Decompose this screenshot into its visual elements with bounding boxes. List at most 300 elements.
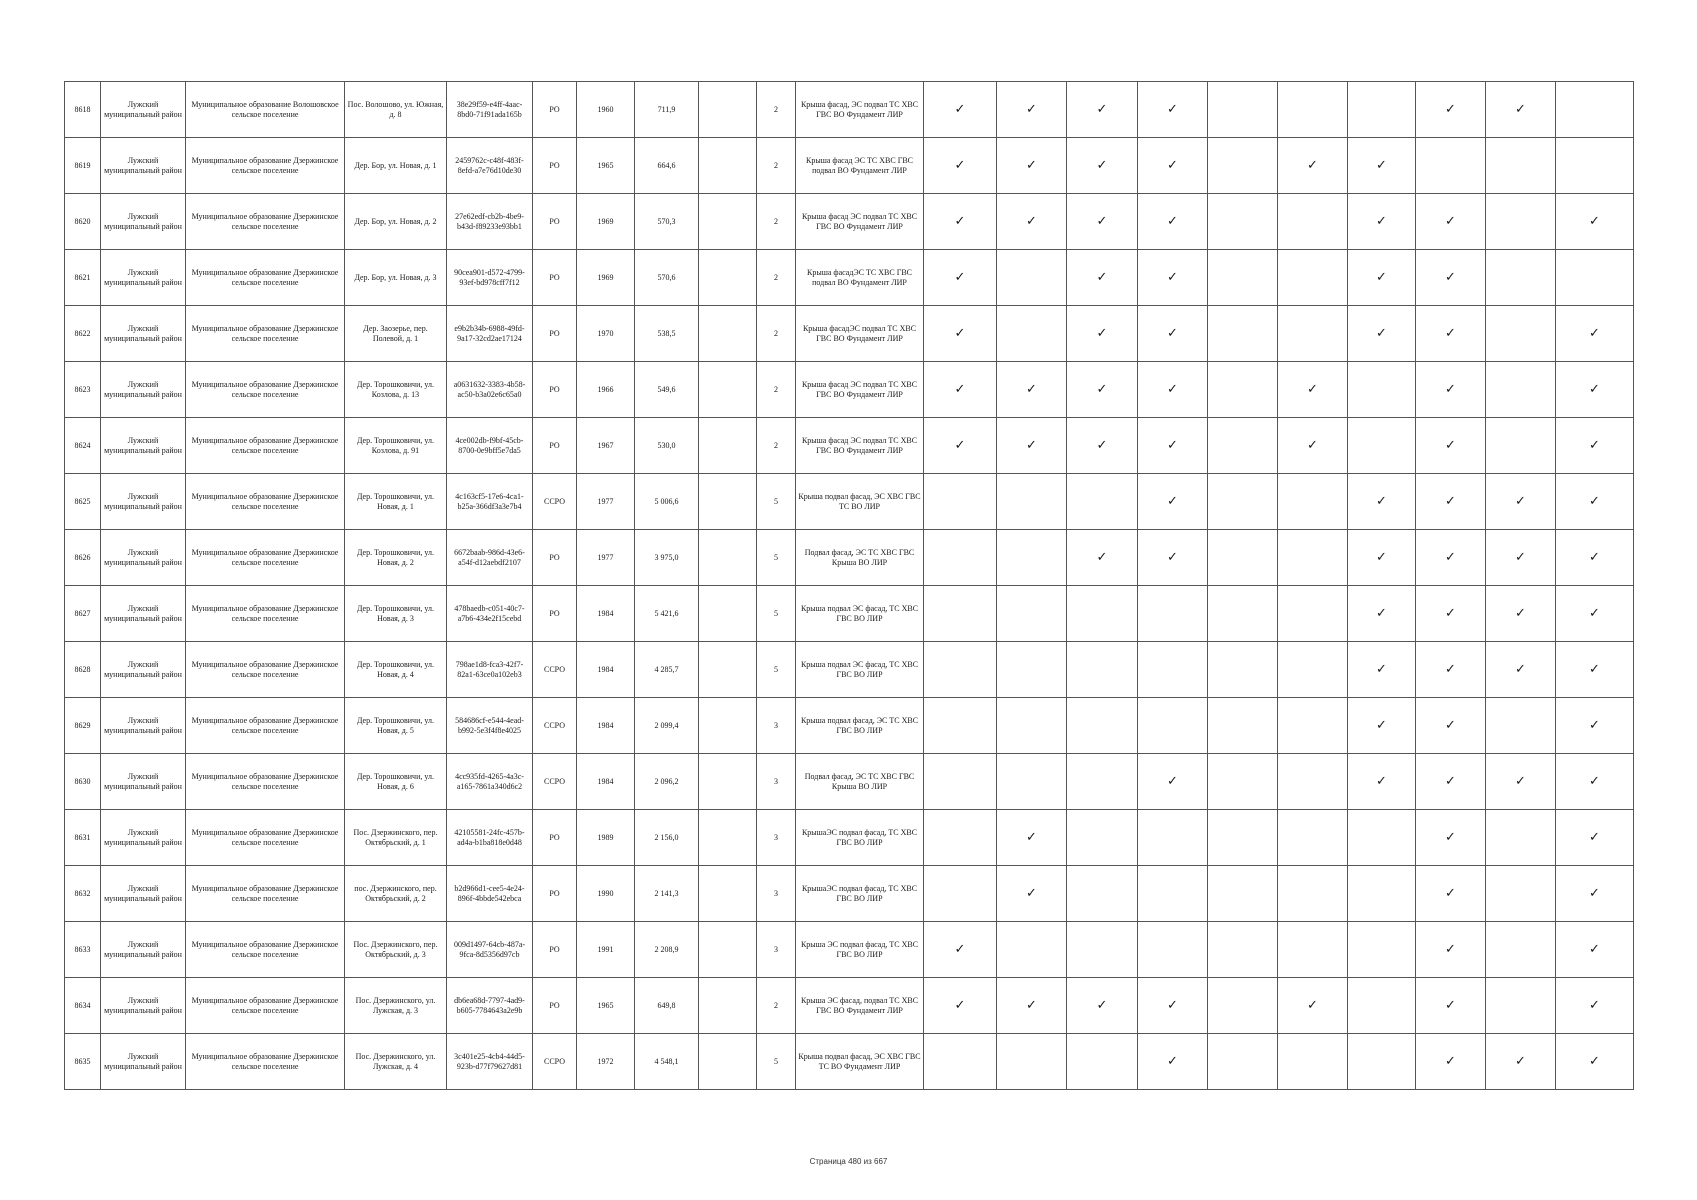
checkmark-icon: ✓ (1589, 661, 1600, 677)
work-check-cell (1067, 82, 1138, 138)
year-built-cell: 1984 (577, 698, 635, 754)
work-check-cell (1138, 586, 1208, 642)
work-check-cell (924, 810, 997, 866)
year-built-cell: 1984 (577, 586, 635, 642)
checkmark-icon: ✓ (1376, 773, 1387, 789)
municipality-cell: Муниципальное образование Дзержинское сельское поселение (186, 1034, 345, 1090)
municipality-cell: Муниципальное образование Дзержинское сельское поселение (186, 698, 345, 754)
floors-cell: 5 (757, 1034, 796, 1090)
area-cell: 2 156,0 (635, 810, 699, 866)
checkmark-icon: ✓ (1589, 213, 1600, 229)
checkmark-icon: ✓ (1589, 997, 1600, 1013)
work-check-cell (1208, 194, 1278, 250)
checkmark-icon: ✓ (1376, 213, 1387, 229)
area-cell: 2 099,4 (635, 698, 699, 754)
empty-cell (699, 530, 757, 586)
work-check-cell (924, 138, 997, 194)
table-row (65, 418, 1634, 474)
work-check-cell (924, 194, 997, 250)
empty-cell (699, 698, 757, 754)
works-list-cell: Крыша фасад ЭС подвал ТС ХВС ГВС ВО Фундамент ЛИР (796, 194, 924, 250)
municipality-cell: Муниципальное образование Дзержинское сельское поселение (186, 530, 345, 586)
works-list-cell: Крыша фасад ЭС подвал ТС ХВС ГВС ВО Фундамент ЛИР (796, 418, 924, 474)
year-built-cell: 1967 (577, 418, 635, 474)
district-cell: Лужский муниципальный район (101, 698, 186, 754)
year-built-cell: 1970 (577, 306, 635, 362)
checkmark-icon: ✓ (1445, 101, 1456, 117)
work-check-cell (1556, 1034, 1634, 1090)
floors-cell: 5 (757, 642, 796, 698)
work-check-cell (924, 586, 997, 642)
checkmark-icon: ✓ (1026, 437, 1037, 453)
fund-method-cell: РО (533, 138, 577, 194)
checkmark-icon: ✓ (1096, 157, 1108, 173)
fund-method-cell: РО (533, 530, 577, 586)
works-list-cell: Крыша подвал фасад, ЭС ТС ХВС ГВС ВО ЛИР (796, 698, 924, 754)
work-check-cell (1416, 474, 1486, 530)
work-check-cell (997, 978, 1067, 1034)
work-check-cell (997, 530, 1067, 586)
work-check-cell (1348, 1034, 1416, 1090)
work-check-cell (1278, 194, 1348, 250)
work-check-cell (1138, 250, 1208, 306)
row-number-cell: 8626 (65, 530, 101, 586)
guid-cell: a0631632-3383-4b58-ac50-b3a02e6c65a0 (447, 362, 533, 418)
checkmark-icon: ✓ (1096, 381, 1108, 397)
checkmark-icon: ✓ (1445, 997, 1456, 1013)
work-check-cell (1138, 1034, 1208, 1090)
fund-method-cell: РО (533, 362, 577, 418)
guid-cell: 4ce002db-f9bf-45cb-8700-0e9bff5e7da5 (447, 418, 533, 474)
register-body (65, 82, 1634, 1090)
work-check-cell (1067, 1034, 1138, 1090)
work-check-cell (924, 698, 997, 754)
checkmark-icon: ✓ (1589, 773, 1600, 789)
empty-cell (699, 754, 757, 810)
floors-cell: 2 (757, 306, 796, 362)
work-check-cell (1486, 194, 1556, 250)
checkmark-icon: ✓ (1589, 549, 1600, 565)
work-check-cell (1278, 474, 1348, 530)
checkmark-icon: ✓ (1026, 101, 1037, 117)
checkmark-icon: ✓ (1589, 829, 1600, 845)
checkmark-icon: ✓ (1376, 661, 1387, 677)
checkmark-icon: ✓ (1167, 101, 1178, 117)
work-check-cell (1416, 922, 1486, 978)
work-check-cell (1556, 250, 1634, 306)
work-check-cell (1556, 306, 1634, 362)
work-check-cell (1208, 866, 1278, 922)
table-row (65, 82, 1634, 138)
work-check-cell (997, 586, 1067, 642)
work-check-cell (1067, 418, 1138, 474)
work-check-cell (997, 1034, 1067, 1090)
work-check-cell (1416, 754, 1486, 810)
floors-cell: 2 (757, 362, 796, 418)
district-cell: Лужский муниципальный район (101, 362, 186, 418)
work-check-cell (1067, 250, 1138, 306)
work-check-cell (997, 138, 1067, 194)
work-check-cell (1208, 362, 1278, 418)
fund-method-cell: РО (533, 250, 577, 306)
municipality-cell: Муниципальное образование Дзержинское сельское поселение (186, 306, 345, 362)
table-row (65, 922, 1634, 978)
address-cell: Дер. Бор, ул. Новая, д. 3 (345, 250, 447, 306)
checkmark-icon: ✓ (954, 437, 966, 453)
floors-cell: 3 (757, 922, 796, 978)
checkmark-icon: ✓ (1376, 717, 1387, 733)
housing-register-table (64, 81, 1634, 1090)
works-list-cell: Крыша подвал ЭС фасад, ТС ХВС ГВС ВО ЛИР (796, 642, 924, 698)
work-check-cell (1556, 866, 1634, 922)
fund-method-cell: РО (533, 306, 577, 362)
work-check-cell (1556, 754, 1634, 810)
work-check-cell (924, 474, 997, 530)
checkmark-icon: ✓ (1515, 493, 1526, 509)
work-check-cell (1486, 530, 1556, 586)
year-built-cell: 1969 (577, 194, 635, 250)
fund-method-cell: РО (533, 82, 577, 138)
work-check-cell (1278, 642, 1348, 698)
municipality-cell: Муниципальное образование Дзержинское сельское поселение (186, 362, 345, 418)
row-number-cell: 8629 (65, 698, 101, 754)
table-row (65, 250, 1634, 306)
empty-cell (699, 138, 757, 194)
municipality-cell: Муниципальное образование Дзержинское сельское поселение (186, 922, 345, 978)
checkmark-icon: ✓ (1376, 325, 1387, 341)
works-list-cell: КрышаЭС подвал фасад, ТС ХВС ГВС ВО ЛИР (796, 810, 924, 866)
work-check-cell (1208, 698, 1278, 754)
address-cell: Дер. Бор, ул. Новая, д. 2 (345, 194, 447, 250)
work-check-cell (1416, 978, 1486, 1034)
row-number-cell: 8623 (65, 362, 101, 418)
guid-cell: 6672baab-986d-43e6-a54f-d12aebdf2107 (447, 530, 533, 586)
works-list-cell: Крыша подвал фасад, ЭС ХВС ГВС ТС ВО Фундамент ЛИР (796, 1034, 924, 1090)
work-check-cell (924, 978, 997, 1034)
work-check-cell (1416, 250, 1486, 306)
work-check-cell (1348, 306, 1416, 362)
address-cell: Дер. Торошковичи, ул. Козлова, д. 91 (345, 418, 447, 474)
work-check-cell (1416, 810, 1486, 866)
work-check-cell (1348, 250, 1416, 306)
year-built-cell: 1984 (577, 642, 635, 698)
address-cell: Пос. Дзержинского, ул. Лужская, д. 4 (345, 1034, 447, 1090)
work-check-cell (1138, 530, 1208, 586)
floors-cell: 2 (757, 138, 796, 194)
work-check-cell (1208, 586, 1278, 642)
work-check-cell (1556, 194, 1634, 250)
guid-cell: 42105581-24fc-457b-ad4a-b1ba818e0d48 (447, 810, 533, 866)
checkmark-icon: ✓ (1589, 493, 1600, 509)
area-cell: 2 096,2 (635, 754, 699, 810)
area-cell: 5 006,6 (635, 474, 699, 530)
work-check-cell (1208, 810, 1278, 866)
work-check-cell (1067, 138, 1138, 194)
work-check-cell (1278, 250, 1348, 306)
floors-cell: 2 (757, 250, 796, 306)
works-list-cell: Крыша ЭС подвал фасад, ТС ХВС ГВС ВО ЛИР (796, 922, 924, 978)
work-check-cell (1208, 82, 1278, 138)
work-check-cell (997, 306, 1067, 362)
municipality-cell: Муниципальное образование Дзержинское сельское поселение (186, 194, 345, 250)
work-check-cell (997, 362, 1067, 418)
year-built-cell: 1990 (577, 866, 635, 922)
checkmark-icon: ✓ (954, 997, 966, 1013)
work-check-cell (1067, 306, 1138, 362)
checkmark-icon: ✓ (1167, 437, 1178, 453)
fund-method-cell: РО (533, 586, 577, 642)
empty-cell (699, 474, 757, 530)
work-check-cell (1348, 418, 1416, 474)
municipality-cell: Муниципальное образование Дзержинское сельское поселение (186, 586, 345, 642)
year-built-cell: 1960 (577, 82, 635, 138)
checkmark-icon: ✓ (1445, 941, 1456, 957)
work-check-cell (1208, 250, 1278, 306)
work-check-cell (1138, 194, 1208, 250)
work-check-cell (924, 306, 997, 362)
work-check-cell (1208, 754, 1278, 810)
empty-cell (699, 250, 757, 306)
address-cell: Пос. Волошово, ул. Южная, д. 8 (345, 82, 447, 138)
work-check-cell (1348, 978, 1416, 1034)
table-row (65, 810, 1634, 866)
municipality-cell: Муниципальное образование Дзержинское сельское поселение (186, 418, 345, 474)
fund-method-cell: РО (533, 194, 577, 250)
district-cell: Лужский муниципальный район (101, 1034, 186, 1090)
work-check-cell (1138, 474, 1208, 530)
work-check-cell (1348, 922, 1416, 978)
checkmark-icon: ✓ (1026, 997, 1037, 1013)
municipality-cell: Муниципальное образование Дзержинское сельское поселение (186, 810, 345, 866)
work-check-cell (1416, 418, 1486, 474)
district-cell: Лужский муниципальный район (101, 586, 186, 642)
work-check-cell (1278, 530, 1348, 586)
table-row (65, 474, 1634, 530)
work-check-cell (1278, 978, 1348, 1034)
empty-cell (699, 810, 757, 866)
floors-cell: 2 (757, 978, 796, 1034)
row-number-cell: 8628 (65, 642, 101, 698)
district-cell: Лужский муниципальный район (101, 810, 186, 866)
checkmark-icon: ✓ (954, 157, 966, 173)
guid-cell: b2d966d1-cee5-4e24-896f-4bbde542ebca (447, 866, 533, 922)
work-check-cell (1486, 362, 1556, 418)
year-built-cell: 1969 (577, 250, 635, 306)
table-row (65, 754, 1634, 810)
guid-cell: 4c163cf5-17e6-4ca1-b25a-366df3a3e7b4 (447, 474, 533, 530)
work-check-cell (1556, 138, 1634, 194)
work-check-cell (1486, 586, 1556, 642)
checkmark-icon: ✓ (1589, 941, 1600, 957)
checkmark-icon: ✓ (1167, 549, 1178, 565)
row-number-cell: 8633 (65, 922, 101, 978)
work-check-cell (997, 194, 1067, 250)
work-check-cell (924, 1034, 997, 1090)
address-cell: Пос. Дзержинского, пер. Октябрьский, д. 3 (345, 922, 447, 978)
checkmark-icon: ✓ (1167, 213, 1178, 229)
work-check-cell (924, 250, 997, 306)
checkmark-icon: ✓ (1307, 381, 1318, 397)
area-cell: 664,6 (635, 138, 699, 194)
checkmark-icon: ✓ (1376, 269, 1387, 285)
address-cell: Дер. Заозерье, пер. Полевой, д. 1 (345, 306, 447, 362)
work-check-cell (1067, 810, 1138, 866)
work-check-cell (1278, 866, 1348, 922)
work-check-cell (924, 754, 997, 810)
checkmark-icon: ✓ (1589, 381, 1600, 397)
work-check-cell (997, 922, 1067, 978)
municipality-cell: Муниципальное образование Дзержинское сельское поселение (186, 978, 345, 1034)
work-check-cell (1556, 586, 1634, 642)
works-list-cell: Крыша фасадЭС подвал ТС ХВС ГВС ВО Фундамент ЛИР (796, 306, 924, 362)
works-list-cell: Крыша фасад ЭС подвал ТС ХВС ГВС ВО Фундамент ЛИР (796, 362, 924, 418)
district-cell: Лужский муниципальный район (101, 306, 186, 362)
checkmark-icon: ✓ (1445, 213, 1456, 229)
district-cell: Лужский муниципальный район (101, 474, 186, 530)
empty-cell (699, 362, 757, 418)
work-check-cell (1486, 250, 1556, 306)
checkmark-icon: ✓ (1445, 717, 1456, 733)
work-check-cell (1416, 82, 1486, 138)
work-check-cell (924, 82, 997, 138)
work-check-cell (1416, 530, 1486, 586)
fund-method-cell: РО (533, 810, 577, 866)
row-number-cell: 8625 (65, 474, 101, 530)
checkmark-icon: ✓ (954, 941, 966, 957)
work-check-cell (1138, 418, 1208, 474)
checkmark-icon: ✓ (1167, 381, 1178, 397)
work-check-cell (1067, 698, 1138, 754)
work-check-cell (924, 866, 997, 922)
table-row (65, 642, 1634, 698)
works-list-cell: Подвал фасад, ЭС ТС ХВС ГВС Крыша ВО ЛИР (796, 530, 924, 586)
work-check-cell (1416, 138, 1486, 194)
empty-cell (699, 418, 757, 474)
work-check-cell (1416, 1034, 1486, 1090)
checkmark-icon: ✓ (954, 269, 966, 285)
year-built-cell: 1991 (577, 922, 635, 978)
work-check-cell (1486, 418, 1556, 474)
work-check-cell (1486, 698, 1556, 754)
work-check-cell (1556, 530, 1634, 586)
work-check-cell (1416, 194, 1486, 250)
checkmark-icon: ✓ (1096, 101, 1108, 117)
checkmark-icon: ✓ (1376, 605, 1387, 621)
floors-cell: 3 (757, 698, 796, 754)
work-check-cell (1278, 306, 1348, 362)
checkmark-icon: ✓ (1445, 1053, 1456, 1069)
work-check-cell (924, 530, 997, 586)
checkmark-icon: ✓ (1096, 269, 1108, 285)
year-built-cell: 1977 (577, 474, 635, 530)
work-check-cell (1556, 978, 1634, 1034)
work-check-cell (1278, 1034, 1348, 1090)
work-check-cell (1208, 642, 1278, 698)
checkmark-icon: ✓ (1096, 213, 1108, 229)
works-list-cell: Подвал фасад, ЭС ТС ХВС ГВС Крыша ВО ЛИР (796, 754, 924, 810)
table-row (65, 1034, 1634, 1090)
work-check-cell (1067, 922, 1138, 978)
work-check-cell (1486, 866, 1556, 922)
empty-cell (699, 642, 757, 698)
work-check-cell (1348, 754, 1416, 810)
checkmark-icon: ✓ (1167, 493, 1178, 509)
checkmark-icon: ✓ (1167, 1053, 1178, 1069)
work-check-cell (1486, 1034, 1556, 1090)
work-check-cell (1208, 1034, 1278, 1090)
guid-cell: 009d1497-64cb-487a-9fca-8d5356d97cb (447, 922, 533, 978)
work-check-cell (1067, 530, 1138, 586)
checkmark-icon: ✓ (1445, 773, 1456, 789)
area-cell: 2 141,3 (635, 866, 699, 922)
work-check-cell (1278, 698, 1348, 754)
work-check-cell (1138, 810, 1208, 866)
checkmark-icon: ✓ (1445, 661, 1456, 677)
municipality-cell: Муниципальное образование Дзержинское сельское поселение (186, 474, 345, 530)
work-check-cell (997, 474, 1067, 530)
works-list-cell: Крыша фасадЭС ТС ХВС ГВС подвал ВО Фундамент ЛИР (796, 250, 924, 306)
table-row (65, 194, 1634, 250)
floors-cell: 2 (757, 82, 796, 138)
work-check-cell (924, 642, 997, 698)
work-check-cell (997, 82, 1067, 138)
work-check-cell (1278, 418, 1348, 474)
table-row (65, 138, 1634, 194)
work-check-cell (1067, 642, 1138, 698)
fund-method-cell: ССРО (533, 754, 577, 810)
empty-cell (699, 306, 757, 362)
guid-cell: e9b2b34b-6988-49fd-9a17-32cd2ae17124 (447, 306, 533, 362)
work-check-cell (1208, 530, 1278, 586)
work-check-cell (1556, 362, 1634, 418)
work-check-cell (1486, 82, 1556, 138)
area-cell: 5 421,6 (635, 586, 699, 642)
checkmark-icon: ✓ (954, 101, 966, 117)
checkmark-icon: ✓ (1589, 605, 1600, 621)
guid-cell: 90cea901-d572-4799-93ef-bd978cff7f12 (447, 250, 533, 306)
work-check-cell (1348, 82, 1416, 138)
work-check-cell (1278, 810, 1348, 866)
work-check-cell (1067, 474, 1138, 530)
area-cell: 649,8 (635, 978, 699, 1034)
checkmark-icon: ✓ (1376, 549, 1387, 565)
work-check-cell (1208, 138, 1278, 194)
fund-method-cell: РО (533, 922, 577, 978)
area-cell: 538,5 (635, 306, 699, 362)
row-number-cell: 8624 (65, 418, 101, 474)
district-cell: Лужский муниципальный район (101, 642, 186, 698)
year-built-cell: 1977 (577, 530, 635, 586)
address-cell: Дер. Торошковичи, ул. Новая, д. 1 (345, 474, 447, 530)
checkmark-icon: ✓ (1515, 661, 1526, 677)
work-check-cell (1556, 810, 1634, 866)
table-row (65, 978, 1634, 1034)
work-check-cell (1348, 362, 1416, 418)
checkmark-icon: ✓ (1026, 381, 1037, 397)
checkmark-icon: ✓ (1589, 1053, 1600, 1069)
work-check-cell (1416, 642, 1486, 698)
address-cell: пос. Дзержинского, пер. Октябрьский, д. 2 (345, 866, 447, 922)
work-check-cell (1138, 362, 1208, 418)
checkmark-icon: ✓ (1096, 325, 1108, 341)
checkmark-icon: ✓ (1515, 549, 1526, 565)
floors-cell: 2 (757, 194, 796, 250)
work-check-cell (1348, 586, 1416, 642)
checkmark-icon: ✓ (1515, 1053, 1526, 1069)
work-check-cell (997, 754, 1067, 810)
year-built-cell: 1989 (577, 810, 635, 866)
work-check-cell (1278, 922, 1348, 978)
